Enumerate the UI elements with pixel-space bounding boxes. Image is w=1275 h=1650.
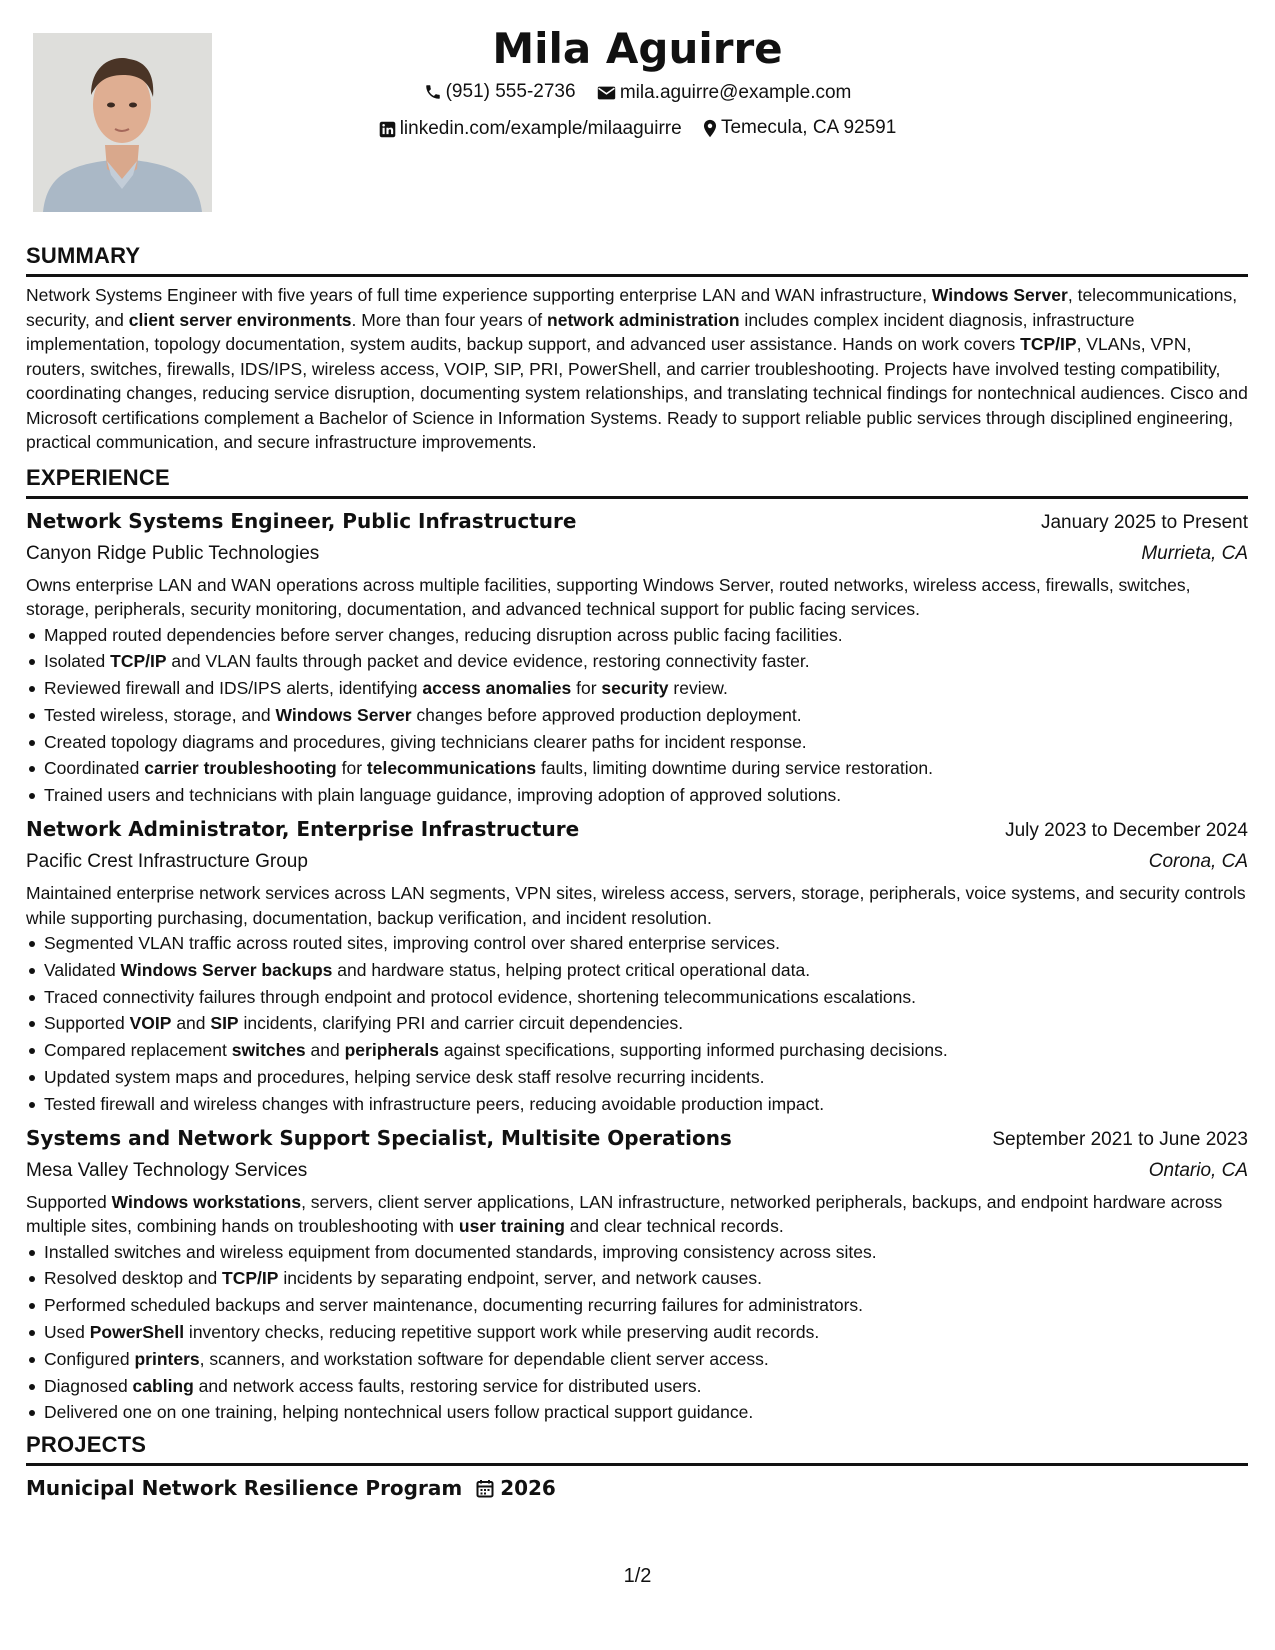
- project-name: Municipal Network Resilience Program: [26, 1476, 463, 1501]
- bullet-text: Installed switches and wireless equipment from documented standards, improving consistency across sites.: [44, 1241, 877, 1262]
- job-company: Pacific Crest Infrastructure Group: [26, 851, 308, 873]
- run-bold: client server environments: [128, 309, 352, 330]
- project-entry: [26, 1472, 1248, 1504]
- phone-icon: [424, 83, 442, 101]
- job-location: Corona, CA: [1148, 851, 1248, 873]
- run-text: , VLANs, VPN, routers, switches, firewalls, IDS/IPS, wireless access, VOIP, SIP, PRI, PowerShell, and carrier troubleshooting. Projects have involved testing compatibility, coordinating changes, reducing service disruption, documenting system relationships, and translating technical findings for nontechnical audiences. Cisco and Microsoft certifications complement a Bachelor of Science in Information Systems. Ready to support reliable public services through disciplined engineering, practical communication, and secure infrastructure improvements.: [26, 334, 1248, 452]
- bullet-bold: PowerShell: [89, 1322, 185, 1343]
- bullet-item: [44, 675, 1248, 702]
- run-text: includes complex incident diagnosis, infrastructure implementation, topology documentation, system audits, backup support, and advanced user assistance. Hands on work covers: [26, 309, 1135, 354]
- run-text: , servers, client server applications, LAN infrastructure, networked peripherals, backups, and endpoint hardware across multiple sites, combining hands on troubleshooting with: [26, 1191, 1223, 1237]
- run-bold: user training: [458, 1216, 565, 1237]
- linkedin-icon: [379, 121, 396, 138]
- bullet-text: Traced connectivity failures through endpoint and protocol evidence, shortening telecommunications escalations.: [44, 986, 916, 1007]
- job-description: [26, 1190, 1248, 1239]
- bullet-text: for: [571, 678, 602, 699]
- bullet-text: Isolated: [44, 651, 111, 672]
- job-title: Systems and Network Support Specialist, Multisite Operations: [26, 1125, 732, 1150]
- bullet-text: for: [336, 758, 367, 779]
- contact-linkedin[interactable]: [379, 113, 682, 145]
- bullet-text: and network access faults, restoring service for distributed users.: [193, 1375, 702, 1396]
- bullet-text: Created topology diagrams and procedures, giving technicians clearer paths for incident response.: [44, 731, 807, 752]
- job-company: Canyon Ridge Public Technologies: [26, 542, 320, 564]
- bullet-text: changes before approved production deployment.: [411, 704, 802, 725]
- bullet-item: [44, 782, 1248, 809]
- contact-email[interactable]: [597, 77, 852, 109]
- bullet-item: [44, 1346, 1248, 1373]
- bullet-item: [44, 1091, 1248, 1118]
- bullet-text: Resolved desktop and: [44, 1268, 223, 1289]
- bullet-text: Validated: [44, 959, 121, 980]
- bullet-bold: switches: [231, 1040, 306, 1061]
- bullet-bold: VOIP: [129, 1013, 172, 1034]
- section-divider: [26, 1463, 1248, 1466]
- run-text: . More than four years of: [351, 309, 548, 330]
- run-text: and clear technical records.: [564, 1216, 784, 1237]
- bullet-text: Compared replacement: [44, 1040, 232, 1061]
- bullet-text: Performed scheduled backups and server maintenance, documenting recurring failures for administrators.: [44, 1295, 864, 1316]
- bullet-item: [44, 1265, 1248, 1292]
- bullet-item: [44, 702, 1248, 729]
- bullet-bold: TCP/IP: [222, 1268, 279, 1289]
- resume-body: [26, 241, 1248, 1504]
- location-text: Temecula, CA 92591: [720, 117, 897, 138]
- bullet-text: Used: [44, 1322, 90, 1343]
- contact-line-1: [240, 76, 1035, 112]
- bullet-item: [44, 729, 1248, 756]
- run-text: , telecommunications, security, and: [26, 285, 1238, 330]
- bullet-item: [44, 755, 1248, 782]
- bullet-item: [44, 622, 1248, 649]
- run-text: Maintained enterprise network services across LAN segments, VPN sites, wireless access, servers, storage, peripherals, voice systems, and security controls while supporting purchasing, documentation, backup verification, and incident resolution.: [26, 883, 1246, 928]
- linkedin-text: linkedin.com/example/milaaguirre: [399, 118, 682, 139]
- resume-header: [240, 22, 1035, 149]
- contact-location: [703, 112, 896, 144]
- bullet-bold: cabling: [132, 1375, 194, 1396]
- candidate-name: Mila Aguirre: [492, 24, 783, 73]
- email-text: mila.aguirre@example.com: [619, 82, 852, 103]
- profile-photo: [33, 33, 212, 212]
- bullet-item: [44, 957, 1248, 984]
- bullet-text: Trained users and technicians with plain language guidance, improving adoption of approved solutions.: [44, 785, 842, 806]
- bullet-item: [44, 1399, 1248, 1426]
- bullet-item: [44, 1373, 1248, 1400]
- bullet-item: [44, 1319, 1248, 1346]
- projects-heading: PROJECTS: [26, 1432, 147, 1458]
- run-text: Owns enterprise LAN and WAN operations across multiple facilities, supporting Windows Server, routed networks, wireless access, firewalls, switches, storage, peripherals, security monitoring, documentation, and advanced technical support for public facing services.: [26, 574, 1191, 619]
- run-bold: TCP/IP: [1020, 334, 1077, 354]
- bullet-text: Updated system maps and procedures, helping service desk staff resolve recurring incidents.: [44, 1067, 765, 1088]
- job-company: Mesa Valley Technology Services: [26, 1159, 308, 1181]
- job-title: Network Systems Engineer, Public Infrastructure: [26, 508, 577, 533]
- job-entry: [26, 813, 1248, 1118]
- bullet-item: [44, 1064, 1248, 1091]
- bullet-text: Supported: [44, 1013, 130, 1034]
- bullet-text: against specifications, supporting informed purchasing decisions.: [438, 1040, 948, 1061]
- bullet-text: Diagnosed: [44, 1375, 133, 1396]
- bullet-text: Delivered one on one training, helping nontechnical users follow practical support guidance.: [44, 1402, 754, 1423]
- bullet-text: and: [171, 1013, 211, 1034]
- bullet-text: Reviewed firewall and IDS/IPS alerts, identifying: [44, 678, 423, 699]
- summary-text: [26, 283, 1248, 455]
- bullet-text: incidents by separating endpoint, server, and network causes.: [278, 1268, 762, 1289]
- phone-text: (951) 555-2736: [445, 81, 576, 102]
- job-location: Ontario, CA: [1148, 1159, 1248, 1181]
- job-subheader: [26, 847, 1248, 877]
- job-dates: July 2023 to December 2024: [1005, 820, 1248, 842]
- bullet-bold: Windows Server: [275, 704, 412, 725]
- envelope-icon: [597, 85, 616, 101]
- bullet-bold: access anomalies: [422, 678, 572, 699]
- bullet-bold: SIP: [210, 1013, 239, 1034]
- job-description: [26, 573, 1248, 622]
- run-bold: Windows workstations: [111, 1191, 302, 1212]
- bullet-item: [44, 648, 1248, 675]
- job-title: Network Administrator, Enterprise Infrastructure: [26, 817, 580, 842]
- bullet-text: Configured: [44, 1348, 135, 1369]
- map-pin-icon: [703, 119, 717, 138]
- job-dates: January 2025 to Present: [1040, 511, 1248, 533]
- bullet-item: [44, 1292, 1248, 1319]
- job-bullets: [26, 1239, 1248, 1427]
- bullet-bold: peripherals: [344, 1040, 439, 1061]
- job-description: [26, 881, 1248, 930]
- job-header: [26, 505, 1248, 539]
- contact-phone[interactable]: [424, 76, 576, 108]
- bullet-text: inventory checks, reducing repetitive support work while preserving audit records.: [184, 1322, 820, 1343]
- bullet-bold: telecommunications: [366, 758, 537, 779]
- project-year: 2026: [500, 1476, 556, 1501]
- job-entry: [26, 1122, 1248, 1427]
- calendar-icon: [476, 1479, 494, 1498]
- bullet-item: [44, 930, 1248, 957]
- bullet-bold: printers: [134, 1348, 200, 1369]
- job-dates: September 2021 to June 2023: [992, 1128, 1248, 1150]
- run-bold: Windows Server: [931, 285, 1068, 305]
- bullet-text: Coordinated: [44, 758, 145, 779]
- bullet-item: [44, 1037, 1248, 1064]
- bullet-text: incidents, clarifying PRI and carrier circuit dependencies.: [238, 1013, 684, 1034]
- section-divider: [26, 274, 1248, 277]
- summary-heading: SUMMARY: [26, 243, 141, 268]
- bullet-bold: carrier troubleshooting: [144, 758, 337, 779]
- bullet-text: Tested wireless, storage, and: [44, 704, 276, 725]
- job-header: [26, 813, 1248, 847]
- experience-heading: EXPERIENCE: [26, 464, 170, 490]
- job-subheader: [26, 539, 1248, 569]
- experience-list: [26, 505, 1248, 1427]
- contact-line-2: [240, 112, 1035, 149]
- job-bullets: [26, 622, 1248, 810]
- bullet-item: [44, 1239, 1248, 1266]
- bullet-bold: TCP/IP: [110, 651, 167, 672]
- bullet-text: and: [305, 1040, 345, 1061]
- bullet-text: review.: [668, 678, 728, 699]
- job-header: [26, 1122, 1248, 1156]
- bullet-bold: security: [601, 678, 669, 699]
- bullet-text: , scanners, and workstation software for dependable client server access.: [199, 1348, 769, 1369]
- bullet-text: faults, limiting downtime during service restoration.: [536, 758, 933, 779]
- section-divider: [26, 496, 1248, 499]
- job-subheader: [26, 1156, 1248, 1186]
- page-number: 1/2: [623, 1565, 652, 1587]
- bullet-text: Mapped routed dependencies before server changes, reducing disruption across public facing facilities.: [44, 624, 843, 645]
- bullet-item: [44, 1010, 1248, 1037]
- bullet-text: Tested firewall and wireless changes with infrastructure peers, reducing avoidable production impact.: [44, 1093, 825, 1114]
- run-text: Network Systems Engineer with five years of full time experience supporting enterprise LAN and WAN infrastructure,: [26, 285, 932, 305]
- bullet-item: [44, 984, 1248, 1011]
- run-bold: network administration: [547, 309, 740, 330]
- portrait-image: [33, 33, 212, 212]
- job-entry: [26, 505, 1248, 810]
- job-location: Murrieta, CA: [1141, 542, 1248, 564]
- bullet-text: and hardware status, helping protect critical operational data.: [332, 959, 811, 980]
- run-text: Supported: [26, 1191, 112, 1212]
- bullet-text: Segmented VLAN traffic across routed sites, improving control over shared enterprise services.: [44, 933, 780, 954]
- job-bullets: [26, 930, 1248, 1118]
- bullet-text: and VLAN faults through packet and device evidence, restoring connectivity faster.: [166, 651, 810, 672]
- bullet-bold: Windows Server backups: [120, 959, 333, 980]
